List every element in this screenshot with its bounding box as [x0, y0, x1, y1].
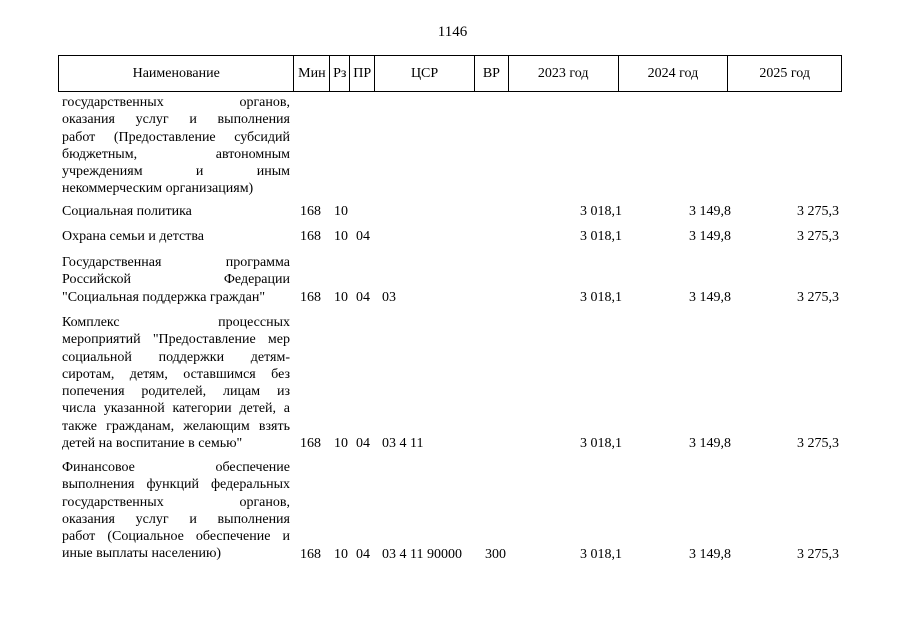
- cell-vr: 300: [485, 546, 506, 562]
- row-name-line: Финансовое обеспечение: [62, 460, 290, 475]
- row-name-line: детей на воспитание в семью": [62, 436, 243, 452]
- cell-csr: 03 4 11 90000: [382, 546, 462, 562]
- page-number: 1146: [437, 24, 468, 40]
- cell-y2025: 3 275,3: [797, 289, 839, 305]
- cell-min: 168: [300, 546, 321, 562]
- cell-y2025: 3 275,3: [797, 436, 839, 452]
- cell-y2024: 3 149,8: [689, 546, 731, 562]
- cell-csr: 03 4 11: [382, 436, 424, 452]
- row-name-line: некоммерческим организациям): [62, 181, 254, 197]
- header-name: Наименование: [59, 56, 294, 91]
- row-name-line: Социальная политика: [62, 204, 192, 219]
- row-name-line: работ (Предоставление субсидий: [62, 129, 290, 145]
- cell-y2024: 3 149,8: [689, 229, 731, 244]
- cell-y2023: 3 018,1: [580, 289, 622, 305]
- row-name-line: числа указанной категории детей, а: [62, 401, 290, 417]
- cell-y2023: 3 018,1: [580, 204, 622, 219]
- header-rz: Рз: [330, 56, 350, 91]
- header-2025: 2025 год: [759, 65, 810, 81]
- cell-min: 168: [300, 229, 321, 244]
- cell-rz: 10: [334, 229, 348, 244]
- row-name: [62, 94, 290, 198]
- row-name: [62, 203, 290, 220]
- row-name-line: государственных органов,: [62, 494, 290, 510]
- header-2024: 2024 год: [619, 56, 729, 91]
- cell-min: 168: [300, 204, 321, 219]
- row-name-line: оказания услуг и выполнения: [62, 112, 290, 128]
- row-name-line: сиротам, детям, оставшимся без: [62, 366, 290, 382]
- cell-y2025: 3 275,3: [797, 546, 839, 562]
- cell-pr: 04: [356, 436, 370, 452]
- cell-y2024: 3 149,8: [689, 289, 731, 305]
- cell-rz: 10: [334, 546, 348, 562]
- row-name-line: "Социальная поддержка граждан": [62, 289, 266, 305]
- cell-rz: 10: [334, 204, 348, 219]
- table-header: [58, 55, 842, 92]
- cell-pr: 04: [356, 289, 370, 305]
- row-name: [62, 314, 290, 452]
- header-2023: 2023 год: [509, 56, 619, 91]
- row-name: [62, 254, 290, 306]
- cell-rz: 10: [334, 436, 348, 452]
- row-name-line: иные выплаты населению): [62, 546, 222, 562]
- row-name-line: Российской Федерации: [62, 272, 290, 288]
- cell-y2025: 3 275,3: [797, 204, 839, 219]
- header-min: Мин: [294, 56, 330, 91]
- cell-y2023: 3 018,1: [580, 436, 622, 452]
- row-name-line: выполнения функций федеральных: [62, 477, 290, 493]
- cell-min: 168: [300, 289, 321, 305]
- cell-pr: 04: [356, 229, 370, 244]
- cell-csr: 03: [382, 289, 396, 305]
- header-vr: ВР: [475, 56, 509, 91]
- row-name-line: мероприятий "Предоставление мер: [62, 332, 290, 348]
- row-name-line: Государственная программа: [62, 255, 290, 270]
- cell-min: 168: [300, 436, 321, 452]
- row-name-line: Комплекс процессных: [62, 315, 290, 330]
- row-name-line: Охрана семьи и детства: [62, 229, 204, 244]
- row-name-line: бюджетным, автономным: [62, 146, 290, 162]
- cell-pr: 04: [356, 546, 370, 562]
- cell-y2023: 3 018,1: [580, 546, 622, 562]
- cell-y2024: 3 149,8: [689, 204, 731, 219]
- row-name-line: также гражданам, желающим взять: [62, 418, 290, 434]
- cell-y2024: 3 149,8: [689, 436, 731, 452]
- row-name-line: попечения родителей, лицам из: [62, 384, 290, 400]
- header-pr: ПР: [350, 56, 375, 91]
- header-csr: ЦСР: [375, 56, 475, 91]
- row-name-line: работ (Социальное обеспечение и: [62, 529, 290, 545]
- row-name-line: социальной поддержки детям-: [62, 349, 290, 365]
- row-name: [62, 459, 290, 563]
- row-name: [62, 228, 290, 245]
- cell-y2025: 3 275,3: [797, 229, 839, 244]
- cell-y2023: 3 018,1: [580, 229, 622, 244]
- row-name-line: государственных органов,: [62, 95, 290, 110]
- cell-rz: 10: [334, 289, 348, 305]
- row-name-line: учреждениям и иным: [62, 164, 290, 180]
- row-name-line: оказания услуг и выполнения: [62, 511, 290, 527]
